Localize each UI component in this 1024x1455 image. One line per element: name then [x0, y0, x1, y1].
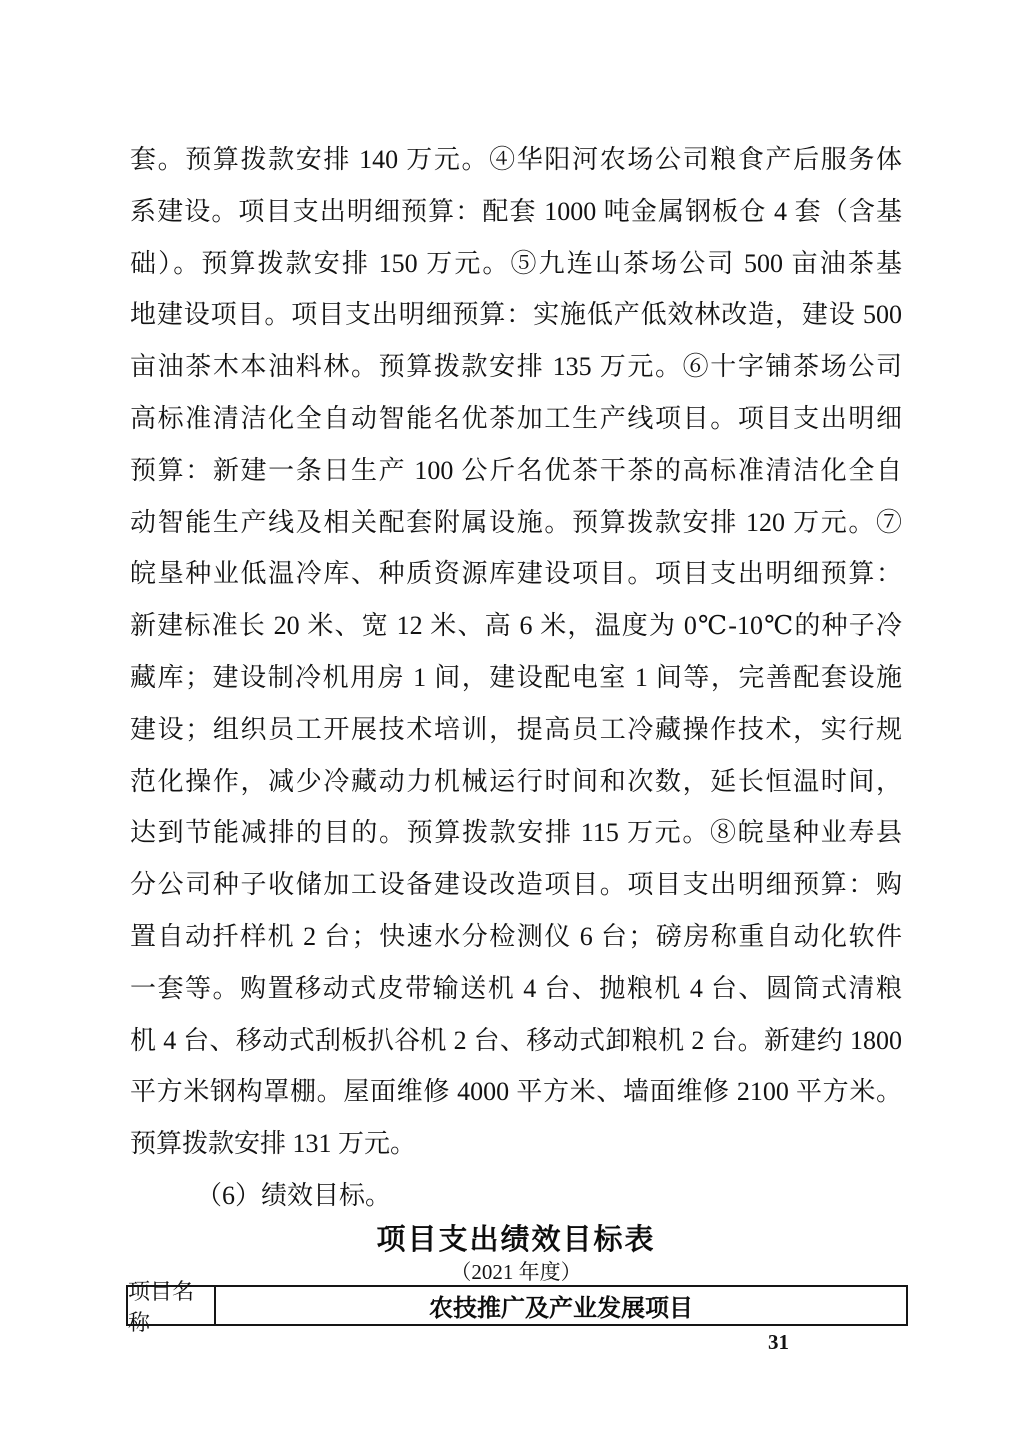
body-line: 动智能生产线及相关配套附属设施。预算拨款安排 120 万元。⑦: [130, 507, 902, 537]
body-line: 预算：新建一条日生产 100 公斤名优茶干茶的高标准清洁化全自: [130, 455, 902, 485]
performance-target-table: [126, 1278, 908, 1335]
body-line: 分公司种子收储加工设备建设改造项目。项目支出明细预算：购: [130, 870, 902, 900]
table-subtitle: （2021 年度）: [450, 1260, 582, 1284]
section-heading: （6）绩效目标。: [196, 1180, 392, 1210]
body-line: 建设；组织员工开展技术培训，提高员工冷藏操作技术，实行规: [130, 714, 902, 744]
body-line: 置自动扦样机 2 台；快速水分检测仪 6 台；磅房称重自动化软件: [130, 921, 902, 951]
body-line: 系建设。项目支出明细预算：配套 1000 吨金属钢板仓 4 套（含基: [130, 196, 902, 226]
page-number: 31: [768, 1330, 789, 1354]
body-line: 套。预算拨款安排 140 万元。④华阳河农场公司粮食产后服务体: [130, 145, 902, 174]
body-line: 平方米钢构罩棚。屋面维修 4000 平方米、墙面维修 2100 平方米。: [130, 1077, 902, 1107]
table-title: 项目支出绩效目标表: [376, 1224, 656, 1256]
body-line: 础）。预算拨款安排 150 万元。⑤九连山茶场公司 500 亩油茶基: [130, 248, 902, 278]
body-line: 新建标准长 20 米、宽 12 米、高 6 米，温度为 0℃-10℃的种子冷: [130, 611, 902, 641]
body-line: 达到节能减排的目的。预算拨款安排 115 万元。⑧皖垦种业寿县: [130, 818, 902, 848]
body-line: 预算拨款安排 131 万元。: [130, 1129, 417, 1159]
body-text-block: [130, 134, 902, 1222]
body-line: 机 4 台、移动式刮板扒谷机 2 台、移动式卸粮机 2 台。新建约 1800: [130, 1025, 902, 1055]
body-line: 藏库；建设制冷机用房 1 间，建设配电室 1 间等，完善配套设施: [130, 662, 902, 692]
body-line: 一套等。购置移动式皮带输送机 4 台、抛粮机 4 台、圆筒式清粮: [130, 973, 902, 1003]
body-line: 范化操作，减少冷藏动力机械运行时间和次数，延长恒温时间，: [130, 766, 902, 796]
body-line: 亩油茶木本油料林。预算拨款安排 135 万元。⑥十字铺茶场公司: [130, 352, 902, 382]
table-row-header: 项目名称: [128, 1287, 216, 1324]
body-line: 地建设项目。项目支出明细预算：实施低产低效林改造，建设 500: [130, 300, 902, 330]
body-line: 皖垦种业低温冷库、种质资源库建设项目。项目支出明细预算：: [130, 559, 902, 589]
table-row-value: 农技推广及产业发展项目: [429, 1295, 693, 1322]
body-line: 高标准清洁化全自动智能名优茶加工生产线项目。项目支出明细: [130, 403, 902, 433]
